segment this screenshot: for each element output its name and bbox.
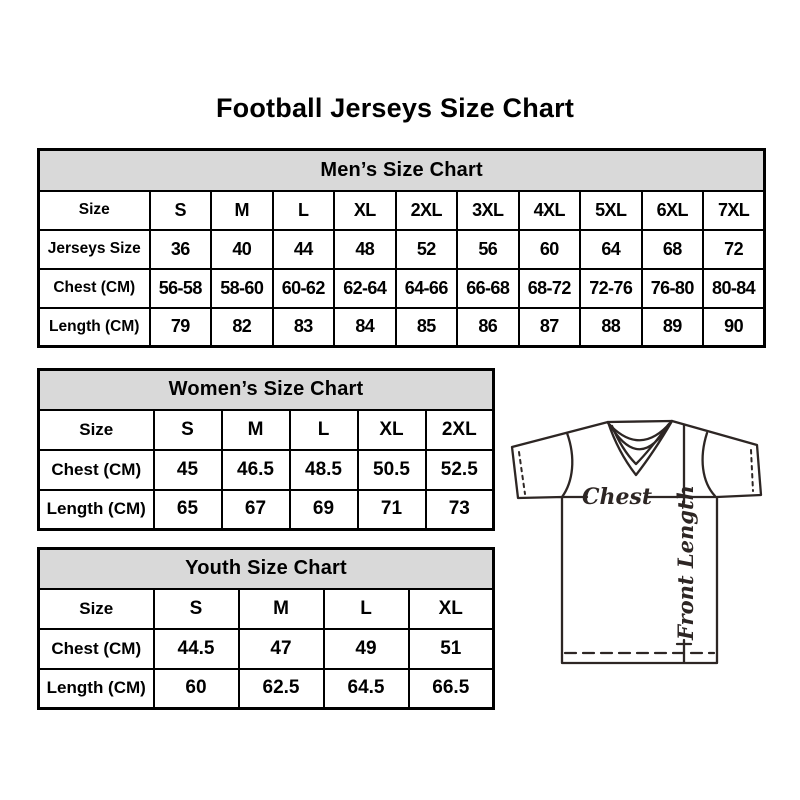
table-cell: 4XL: [519, 191, 581, 230]
table-cell: 60-62: [273, 269, 335, 308]
row-label: Size: [39, 589, 154, 629]
table-cell: 87: [519, 308, 581, 347]
row-label: Size: [39, 410, 154, 450]
table-cell: S: [154, 589, 239, 629]
table-cell: S: [150, 191, 212, 230]
table-cell: XL: [334, 191, 396, 230]
table-cell: 51: [409, 629, 494, 669]
table-row: [39, 669, 494, 709]
table-cell: XL: [409, 589, 494, 629]
jersey-outline: [512, 421, 761, 663]
table-cell: 58-60: [211, 269, 273, 308]
table-cell: 66.5: [409, 669, 494, 709]
table-cell: L: [324, 589, 409, 629]
table-cell: 56: [457, 230, 519, 269]
table-cell: 52.5: [426, 450, 494, 490]
table-cell: 64.5: [324, 669, 409, 709]
row-label: Chest (CM): [39, 629, 154, 669]
table-cell: 50.5: [358, 450, 426, 490]
table-cell: 68-72: [519, 269, 581, 308]
chest-label: Chest: [581, 484, 653, 510]
table-cell: S: [154, 410, 222, 450]
table-cell: 7XL: [703, 191, 765, 230]
table-title: Men’s Size Chart: [39, 150, 765, 191]
table-cell: 73: [426, 490, 494, 530]
page-title: Football Jerseys Size Chart: [215, 93, 575, 123]
table-cell: 86: [457, 308, 519, 347]
table-cell: 85: [396, 308, 458, 347]
table-cell: 47: [239, 629, 324, 669]
table-cell: 3XL: [457, 191, 519, 230]
front-length-label: Front Length: [673, 485, 698, 640]
row-label: Jerseys Size: [39, 230, 150, 269]
table-cell: 60: [154, 669, 239, 709]
table-row: [39, 450, 494, 490]
table-title-row: [39, 549, 494, 589]
table-title-row: [39, 370, 494, 410]
table-cell: L: [273, 191, 335, 230]
row-label: Chest (CM): [39, 269, 150, 308]
table-cell: 48.5: [290, 450, 358, 490]
table-cell: 5XL: [580, 191, 642, 230]
table-cell: 56-58: [150, 269, 212, 308]
table-cell: 72-76: [580, 269, 642, 308]
table-cell: 67: [222, 490, 290, 530]
table-cell: 71: [358, 490, 426, 530]
table-cell: 45: [154, 450, 222, 490]
row-label: Length (CM): [39, 669, 154, 709]
table-row: [39, 269, 765, 308]
table-cell: 2XL: [396, 191, 458, 230]
table-cell: 88: [580, 308, 642, 347]
table-cell: 66-68: [457, 269, 519, 308]
table-cell: 44: [273, 230, 335, 269]
youth-size-table: [37, 547, 495, 710]
table-cell: 64-66: [396, 269, 458, 308]
table-cell: 62.5: [239, 669, 324, 709]
table-cell: 65: [154, 490, 222, 530]
table-row: [39, 191, 765, 230]
table-row: [39, 589, 494, 629]
table-cell: M: [211, 191, 273, 230]
table-row: [39, 230, 765, 269]
table-cell: 60: [519, 230, 581, 269]
table-cell: XL: [358, 410, 426, 450]
table-row: [39, 308, 765, 347]
table-cell: 36: [150, 230, 212, 269]
table-cell: 72: [703, 230, 765, 269]
table-cell: 84: [334, 308, 396, 347]
row-label: Chest (CM): [39, 450, 154, 490]
table-cell: 46.5: [222, 450, 290, 490]
table-title: Women’s Size Chart: [39, 370, 494, 410]
table-title: Youth Size Chart: [39, 549, 494, 589]
table-cell: 49: [324, 629, 409, 669]
table-cell: 90: [703, 308, 765, 347]
table-title-row: [39, 150, 765, 191]
row-label: Length (CM): [39, 490, 154, 530]
table-cell: 48: [334, 230, 396, 269]
row-label: Length (CM): [39, 308, 150, 347]
table-cell: 80-84: [703, 269, 765, 308]
womens-size-table: [37, 368, 495, 531]
table-cell: 52: [396, 230, 458, 269]
table-cell: 79: [150, 308, 212, 347]
table-row: [39, 490, 494, 530]
table-cell: 68: [642, 230, 704, 269]
table-cell: M: [239, 589, 324, 629]
table-cell: 89: [642, 308, 704, 347]
table-cell: 82: [211, 308, 273, 347]
table-cell: 6XL: [642, 191, 704, 230]
table-cell: 40: [211, 230, 273, 269]
jersey-measurement-diagram: [500, 400, 800, 700]
table-cell: 2XL: [426, 410, 494, 450]
table-cell: 76-80: [642, 269, 704, 308]
table-cell: 62-64: [334, 269, 396, 308]
table-cell: 64: [580, 230, 642, 269]
table-cell: 83: [273, 308, 335, 347]
table-cell: L: [290, 410, 358, 450]
mens-size-table: [37, 148, 766, 348]
table-cell: 69: [290, 490, 358, 530]
table-cell: 44.5: [154, 629, 239, 669]
table-cell: M: [222, 410, 290, 450]
row-label: Size: [39, 191, 150, 230]
table-row: [39, 410, 494, 450]
table-row: [39, 629, 494, 669]
